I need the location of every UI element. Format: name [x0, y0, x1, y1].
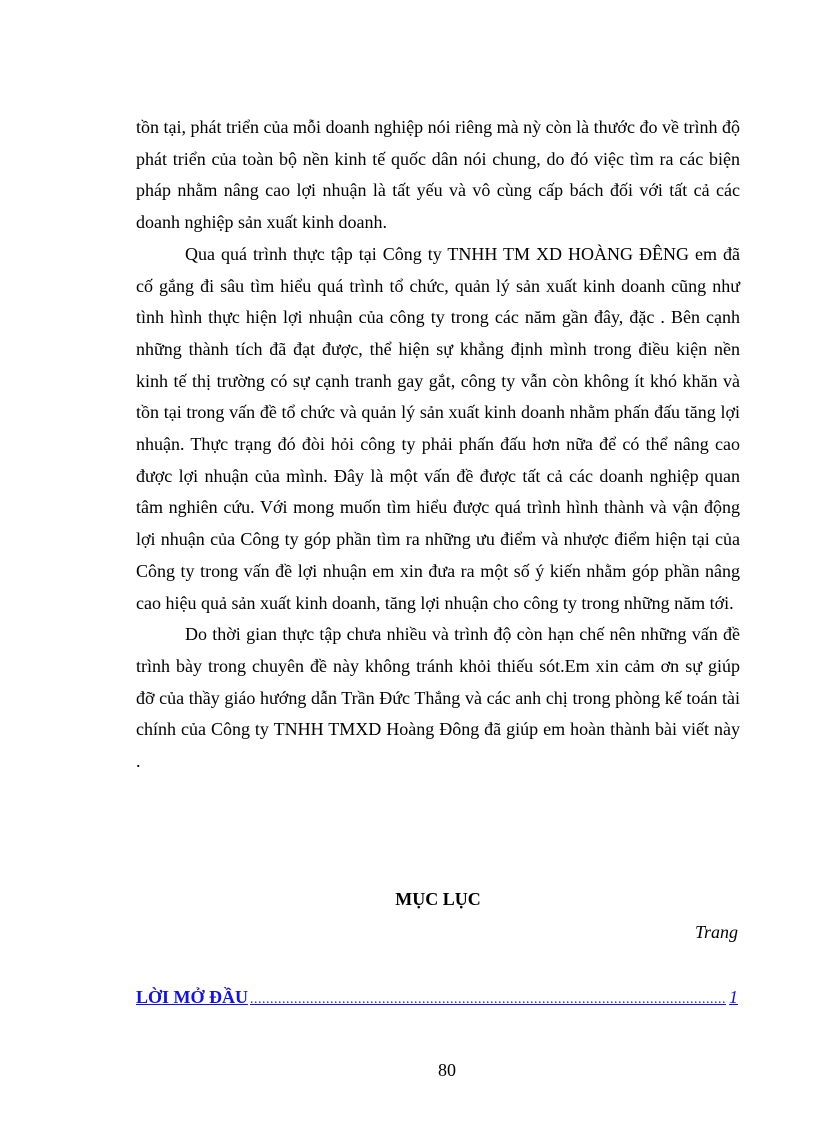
paragraph-internship: Qua quá trình thực tập tại Công ty TNHH TM XD HOÀNG ĐÊNG em đã cố gắng đi sâu tìm hiểu quá trình tổ chức, quản lý sản xuất kinh doanh cũng như tình hình thực hiện lợi nhuận của công ty trong các năm gần đây, đặc . Bên cạnh những thành tích đã đạt được, thể hiện sự khẳng định mình trong điều kiện nền kinh tế thị trường có sự cạnh tranh gay gắt, công ty vẫn còn không ít khó khăn và tồn tại trong vấn đề tổ chức và quản lý sản xuất kinh doanh nhằm phấn đấu tăng lợi nhuận. Thực trạng đó đòi hỏi công ty phải phấn đấu hơn nữa để có thể nâng cao được lợi nhuận của mình. Đây là một vấn đề được tất cả các doanh nghiệp quan tâm nghiên cứu. Với mong muốn tìm hiểu được quá trình hình thành và vận động lợi nhuận của Công ty góp phần tìm ra những ưu điểm và nhược điểm hiện tại của Công ty trong vấn đề lợi nhuận em xin đưa ra một số ý kiến nhằm góp phần nâng cao hiệu quả sản xuất kinh doanh, tăng lợi nhuận cho công ty trong những năm tới.: [136, 243, 740, 613]
page-number: 80: [438, 1060, 456, 1080]
body-text: [136, 112, 740, 778]
toc-entry-dots: .......................................................................................................................: [250, 992, 726, 1007]
toc-page-header: Trang: [694, 922, 738, 942]
toc-entry-page: 1: [729, 987, 738, 1007]
paragraph-continuation: tồn tại, phát triển của mỗi doanh nghiệp nói riêng mà nỳ còn là thước đo về trình độ phát triển của toàn bộ nền kinh tế quốc dân nói chung, do đó việc tìm ra các biện pháp nhằm nâng cao lợi nhuận là tất yếu và vô cùng cấp bách đối với tất cả các doanh nghiệp sản xuất kinh doanh.: [136, 117, 740, 233]
toc-entry-loi-mo-dau[interactable]: [136, 985, 738, 1009]
toc-entry-label: LỜI MỞ ĐẦU: [136, 987, 248, 1007]
toc-title: MỤC LỤC: [395, 889, 481, 909]
paragraph-acknowledgement: Do thời gian thực tập chưa nhiều và trình độ còn hạn chế nên những vấn đề trình bày trong chuyên đề này không tránh khỏi thiếu sót.Em xin cảm ơn sự giúp đỡ của thầy giáo hướng dẫn Trần Đức Thắng và các anh chị trong phòng kế toán tài chính của Công ty TNHH TMXD Hoàng Đông đã giúp em hoàn thành bài viết này .: [136, 624, 740, 772]
